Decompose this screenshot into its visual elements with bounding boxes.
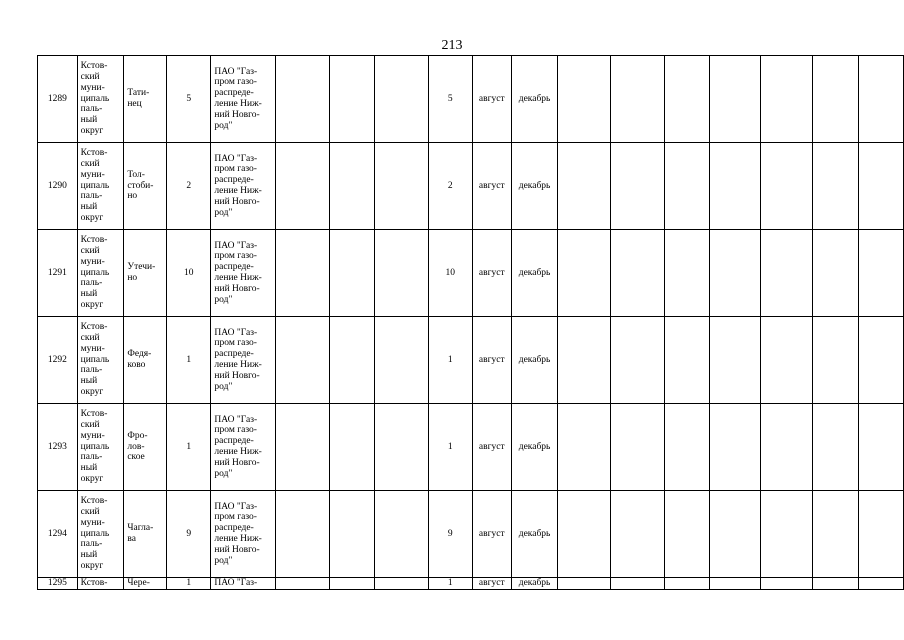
empty-cell	[275, 404, 329, 491]
end-month-cell: декабрь	[511, 317, 558, 404]
empty-cell	[558, 578, 611, 590]
empty-cell	[760, 578, 812, 590]
table-row	[38, 317, 904, 404]
empty-cell	[329, 230, 374, 317]
empty-cell	[858, 143, 903, 230]
end-month-cell: декабрь	[511, 56, 558, 143]
quantity-cell: 1	[167, 317, 211, 404]
empty-cell	[275, 491, 329, 578]
empty-cell	[665, 404, 710, 491]
empty-cell	[329, 491, 374, 578]
locality-cell: Чере-	[124, 578, 167, 590]
empty-cell	[374, 56, 428, 143]
empty-cell	[858, 404, 903, 491]
row-number: 1291	[38, 230, 78, 317]
empty-cell	[812, 404, 858, 491]
empty-cell	[812, 578, 858, 590]
locality-cell: Тати- нец	[127, 88, 150, 109]
locality-cell: Фро- лов- ское	[127, 430, 148, 463]
empty-cell	[275, 230, 329, 317]
empty-cell	[611, 230, 665, 317]
empty-cell	[275, 317, 329, 404]
district-cell: Кстов- ский муни- ципаль паль- ный округ	[80, 409, 110, 484]
organization-cell: ПАО "Газ- пром газо- распреде- ление Ниж- ний Новго- род"	[214, 153, 262, 218]
empty-cell	[858, 56, 903, 143]
empty-cell	[760, 56, 812, 143]
total-cell: 9	[428, 491, 472, 578]
empty-cell	[374, 143, 428, 230]
table-row	[38, 56, 904, 143]
start-month-cell: август	[472, 317, 511, 404]
row-number: 1292	[38, 317, 78, 404]
empty-cell	[329, 404, 374, 491]
row-number: 1293	[38, 404, 78, 491]
end-month-cell: декабрь	[511, 404, 558, 491]
quantity-cell: 2	[167, 143, 211, 230]
locality-cell: Утечи- но	[127, 262, 156, 283]
table-row	[38, 491, 904, 578]
table-row	[38, 230, 904, 317]
start-month-cell: август	[472, 230, 511, 317]
row-number: 1294	[38, 491, 78, 578]
empty-cell	[275, 143, 329, 230]
locality-cell: Тол- стоби- но	[127, 169, 154, 202]
empty-cell	[812, 143, 858, 230]
empty-cell	[374, 230, 428, 317]
empty-cell	[611, 491, 665, 578]
empty-cell	[558, 404, 611, 491]
empty-cell	[374, 404, 428, 491]
empty-cell	[812, 491, 858, 578]
quantity-cell: 9	[167, 491, 211, 578]
table-row	[38, 578, 904, 590]
empty-cell	[710, 230, 761, 317]
quantity-cell: 1	[167, 404, 211, 491]
end-month-cell: декабрь	[511, 578, 558, 590]
empty-cell	[611, 56, 665, 143]
total-cell: 1	[428, 578, 472, 590]
district-cell: Кстов- ский муни- ципаль паль- ный округ	[80, 61, 110, 136]
empty-cell	[665, 56, 710, 143]
page-number: 213	[441, 38, 463, 53]
empty-cell	[710, 56, 761, 143]
quantity-cell: 10	[167, 230, 211, 317]
total-cell: 2	[428, 143, 472, 230]
start-month-cell: август	[472, 56, 511, 143]
empty-cell	[665, 230, 710, 317]
empty-cell	[760, 404, 812, 491]
empty-cell	[558, 230, 611, 317]
empty-cell	[275, 578, 329, 590]
empty-cell	[329, 143, 374, 230]
empty-cell	[665, 317, 710, 404]
empty-cell	[611, 143, 665, 230]
total-cell: 10	[428, 230, 472, 317]
quantity-cell: 1	[167, 578, 211, 590]
organization-cell: ПАО "Газ- пром газо- распреде- ление Ниж- ний Новго- род"	[214, 414, 262, 479]
district-cell: Кстов- ский муни- ципаль паль- ный округ	[80, 496, 110, 571]
empty-cell	[760, 491, 812, 578]
empty-cell	[812, 230, 858, 317]
empty-cell	[858, 230, 903, 317]
row-number: 1295	[38, 578, 78, 590]
district-cell: Кстов- ский муни- ципаль паль- ный округ	[80, 235, 110, 310]
empty-cell	[858, 491, 903, 578]
total-cell: 1	[428, 404, 472, 491]
total-cell: 5	[428, 56, 472, 143]
district-cell: Кстов-	[77, 578, 124, 590]
empty-cell	[329, 317, 374, 404]
district-cell: Кстов- ский муни- ципаль паль- ный округ	[80, 322, 110, 397]
district-cell: Кстов- ский муни- ципаль паль- ный округ	[80, 148, 110, 223]
organization-cell: ПАО "Газ-	[211, 578, 276, 590]
empty-cell	[760, 230, 812, 317]
empty-cell	[558, 143, 611, 230]
empty-cell	[710, 404, 761, 491]
end-month-cell: декабрь	[511, 230, 558, 317]
table-row	[38, 404, 904, 491]
total-cell: 1	[428, 317, 472, 404]
empty-cell	[858, 578, 903, 590]
row-number: 1290	[38, 143, 78, 230]
empty-cell	[374, 491, 428, 578]
locality-cell: Федя- ково	[127, 349, 152, 370]
empty-cell	[329, 578, 374, 590]
empty-cell	[760, 317, 812, 404]
empty-cell	[329, 56, 374, 143]
empty-cell	[858, 317, 903, 404]
organization-cell: ПАО "Газ- пром газо- распреде- ление Ниж- ний Новго- род"	[214, 240, 262, 305]
start-month-cell: август	[472, 404, 511, 491]
empty-cell	[710, 491, 761, 578]
locality-cell: Чагла- ва	[127, 523, 154, 544]
empty-cell	[812, 56, 858, 143]
empty-cell	[558, 491, 611, 578]
empty-cell	[611, 578, 665, 590]
organization-cell: ПАО "Газ- пром газо- распреде- ление Ниж- ний Новго- род"	[214, 66, 262, 131]
empty-cell	[611, 404, 665, 491]
empty-cell	[760, 143, 812, 230]
empty-cell	[558, 56, 611, 143]
start-month-cell: август	[472, 491, 511, 578]
empty-cell	[710, 143, 761, 230]
empty-cell	[665, 143, 710, 230]
row-number: 1289	[38, 56, 78, 143]
empty-cell	[710, 578, 761, 590]
empty-cell	[558, 317, 611, 404]
empty-cell	[374, 578, 428, 590]
table-row	[38, 143, 904, 230]
empty-cell	[665, 578, 710, 590]
empty-cell	[710, 317, 761, 404]
start-month-cell: август	[472, 143, 511, 230]
empty-cell	[374, 317, 428, 404]
data-table	[37, 55, 904, 590]
end-month-cell: декабрь	[511, 491, 558, 578]
empty-cell	[275, 56, 329, 143]
organization-cell: ПАО "Газ- пром газо- распреде- ление Ниж- ний Новго- род"	[214, 501, 262, 566]
empty-cell	[812, 317, 858, 404]
end-month-cell: декабрь	[511, 143, 558, 230]
empty-cell	[665, 491, 710, 578]
empty-cell	[611, 317, 665, 404]
quantity-cell: 5	[167, 56, 211, 143]
organization-cell: ПАО "Газ- пром газо- распреде- ление Ниж- ний Новго- род"	[214, 327, 262, 392]
start-month-cell: август	[472, 578, 511, 590]
